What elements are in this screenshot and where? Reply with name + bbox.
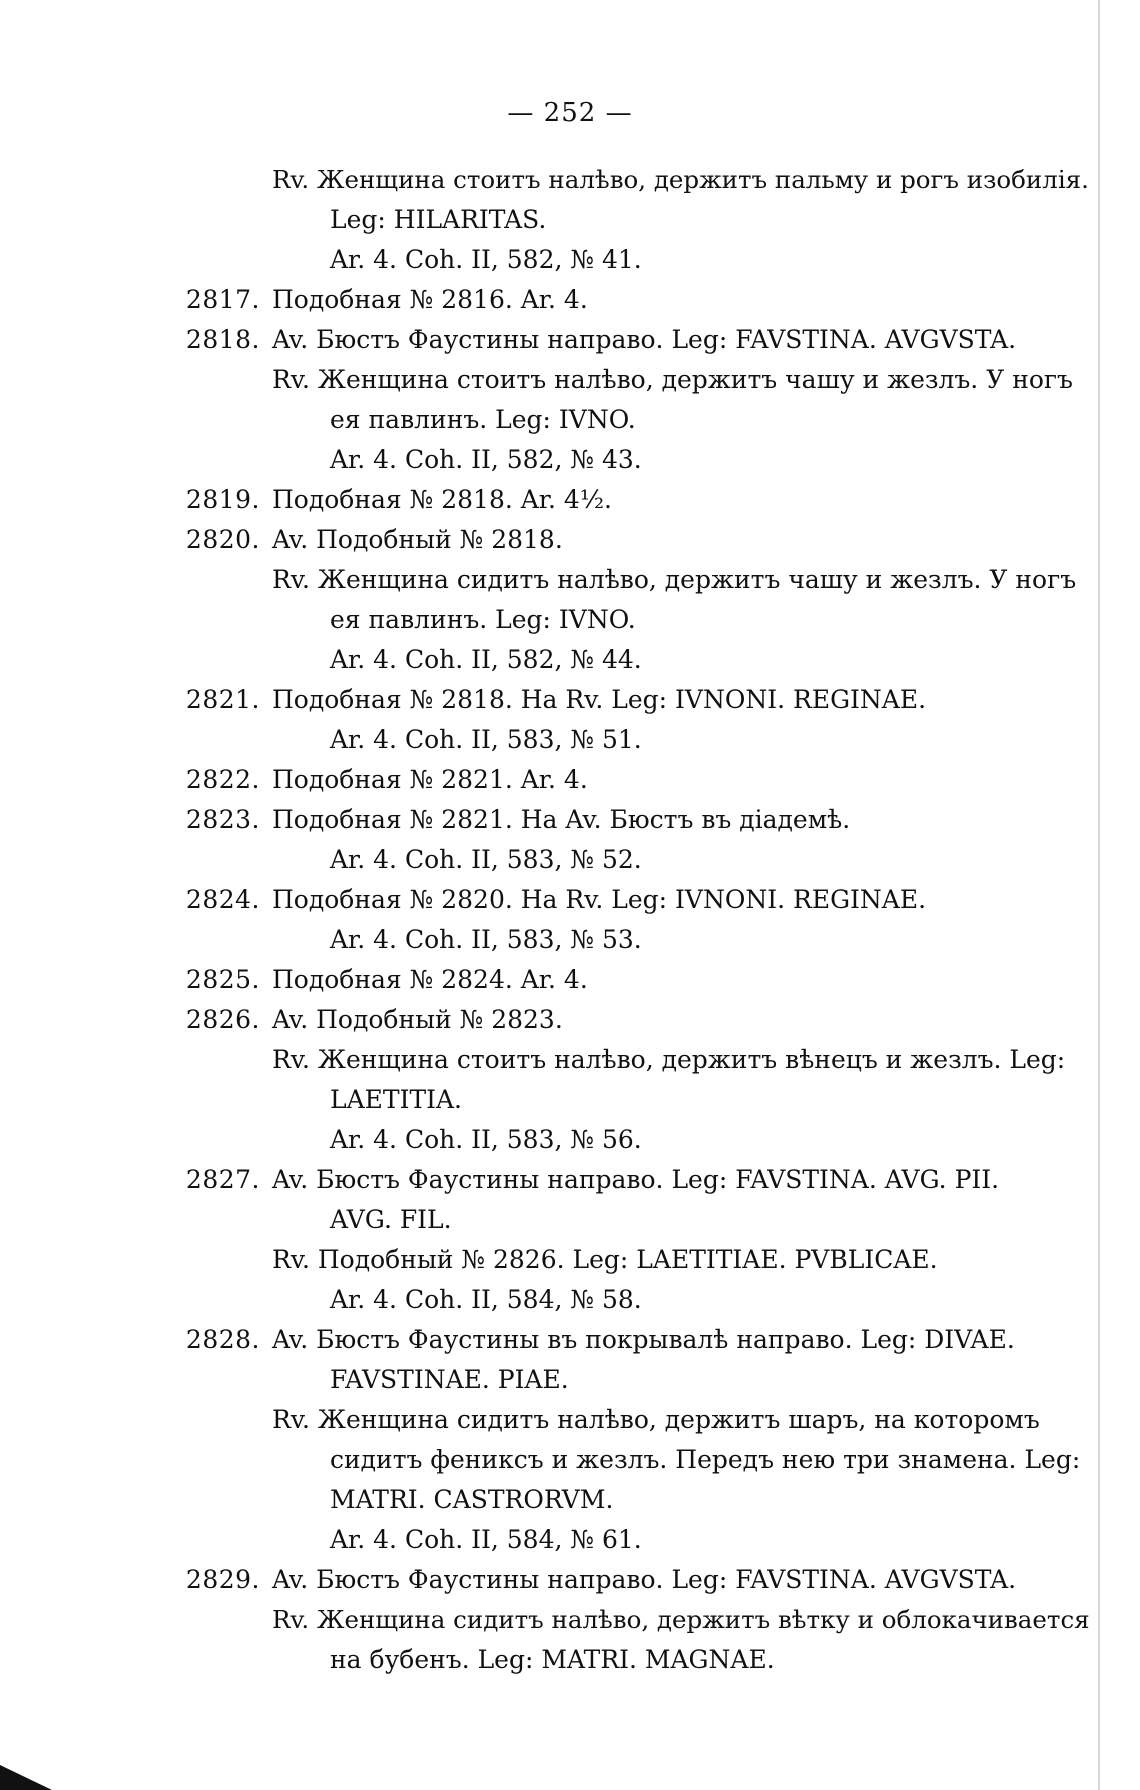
entry-text: Rv. Женщина сидитъ налѣво, держитъ шаръ, на которомъ bbox=[272, 1405, 1040, 1434]
entry-text: Av. Бюстъ Фаустины направо. Leg: FAVSTINA. AVG. PII. bbox=[272, 1165, 1000, 1194]
entry-text: Av. Подобный № 2818. bbox=[272, 525, 563, 554]
entry-text: Ar. 4. Coh. II, 583, № 56. bbox=[330, 1125, 642, 1154]
catalog-line bbox=[150, 200, 1095, 240]
entry-number: 2818. bbox=[185, 325, 260, 354]
catalog-line bbox=[150, 600, 1095, 640]
entry-text: Rv. Женщина стоитъ налѣво, держитъ чашу и жезлъ. У ногъ bbox=[272, 365, 1073, 394]
catalog-line bbox=[150, 560, 1095, 600]
entry-text: Rv. Женщина стоитъ налѣво, держитъ вѣнецъ и жезлъ. Leg: bbox=[272, 1045, 1066, 1074]
entry-text: Av. Бюстъ Фаустины направо. Leg: FAVSTINA. AVGVSTA. bbox=[272, 1565, 1017, 1594]
catalog-line bbox=[150, 920, 1095, 960]
catalog-line bbox=[150, 1640, 1095, 1680]
catalog-line bbox=[150, 640, 1095, 680]
catalog-line bbox=[150, 480, 1095, 520]
entry-text: Подобная № 2824. Ar. 4. bbox=[272, 965, 588, 994]
entry-text: Подобная № 2816. Ar. 4. bbox=[272, 285, 588, 314]
catalog-line bbox=[150, 520, 1095, 560]
entry-number: 2823. bbox=[185, 805, 260, 834]
catalog-line bbox=[150, 1200, 1095, 1240]
entry-number: 2828. bbox=[185, 1325, 260, 1354]
catalog-line bbox=[150, 400, 1095, 440]
catalog-line bbox=[150, 1040, 1095, 1080]
catalog-line bbox=[150, 840, 1095, 880]
catalog-line bbox=[150, 160, 1095, 200]
entry-text: Подобная № 2821. На Av. Бюстъ въ діадемѣ. bbox=[272, 805, 851, 834]
entry-text: Ar. 4. Coh. II, 582, № 44. bbox=[330, 645, 642, 674]
catalog-text bbox=[150, 160, 1095, 1680]
catalog-line bbox=[150, 1360, 1095, 1400]
catalog-line bbox=[150, 720, 1095, 760]
entry-text: Rv. Подобный № 2826. Leg: LAETITIAE. PVBLICAE. bbox=[272, 1245, 938, 1274]
entry-text: Ar. 4. Coh. II, 583, № 52. bbox=[330, 845, 642, 874]
entry-text: сидитъ фениксъ и жезлъ. Передъ нею три знамена. Leg: bbox=[330, 1445, 1081, 1474]
entry-text: Ar. 4. Coh. II, 584, № 61. bbox=[330, 1525, 642, 1554]
entry-text: Ar. 4. Coh. II, 583, № 51. bbox=[330, 725, 642, 754]
entry-text: Av. Подобный № 2823. bbox=[272, 1005, 563, 1034]
entry-number: 2827. bbox=[185, 1165, 260, 1194]
catalog-line bbox=[150, 1560, 1095, 1600]
catalog-line bbox=[150, 1000, 1095, 1040]
catalog-line bbox=[150, 320, 1095, 360]
catalog-line bbox=[150, 800, 1095, 840]
catalog-line bbox=[150, 360, 1095, 400]
entry-number: 2819. bbox=[185, 485, 260, 514]
entry-text: Av. Бюстъ Фаустины направо. Leg: FAVSTINA. AVGVSTA. bbox=[272, 325, 1017, 354]
page-number: — 252 — bbox=[507, 98, 633, 128]
catalog-line bbox=[150, 440, 1095, 480]
entry-text: ея павлинъ. Leg: IVNO. bbox=[330, 605, 636, 634]
catalog-line bbox=[150, 1240, 1095, 1280]
entry-text: MATRI. CASTRORVM. bbox=[330, 1485, 614, 1514]
corner-arrow-icon bbox=[0, 1765, 52, 1790]
entry-text: Ar. 4. Coh. II, 582, № 41. bbox=[330, 245, 642, 274]
catalog-line bbox=[150, 1320, 1095, 1360]
entry-text: AVG. FIL. bbox=[330, 1205, 452, 1234]
catalog-line bbox=[150, 680, 1095, 720]
entry-text: Rv. Женщина сидитъ налѣво, держитъ вѣтку и облокачивается bbox=[272, 1605, 1090, 1634]
entry-number: 2824. bbox=[185, 885, 260, 914]
catalog-line bbox=[150, 1160, 1095, 1200]
entry-text: Av. Бюстъ Фаустины въ покрывалѣ направо. Leg: DIVAE. bbox=[272, 1325, 1015, 1354]
catalog-line bbox=[150, 1480, 1095, 1520]
catalog-line bbox=[150, 1600, 1095, 1640]
entry-text: Ar. 4. Coh. II, 582, № 43. bbox=[330, 445, 642, 474]
catalog-line bbox=[150, 1400, 1095, 1440]
entry-number: 2826. bbox=[185, 1005, 260, 1034]
entry-text: Подобная № 2818. На Rv. Leg: IVNONI. REGINAE. bbox=[272, 685, 927, 714]
entry-text: на бубенъ. Leg: MATRI. MAGNAE. bbox=[330, 1645, 775, 1674]
catalog-line bbox=[150, 1120, 1095, 1160]
entry-number: 2829. bbox=[185, 1565, 260, 1594]
entry-text: Rv. Женщина сидитъ налѣво, держитъ чашу и жезлъ. У ногъ bbox=[272, 565, 1077, 594]
catalog-line bbox=[150, 240, 1095, 280]
entry-number: 2821. bbox=[185, 685, 260, 714]
catalog-line bbox=[150, 960, 1095, 1000]
entry-number: 2825. bbox=[185, 965, 260, 994]
entry-text: FAVSTINAE. PIAE. bbox=[330, 1365, 569, 1394]
catalog-line bbox=[150, 280, 1095, 320]
catalog-line bbox=[150, 880, 1095, 920]
entry-text: Leg: HILARITAS. bbox=[330, 205, 547, 234]
catalog-line bbox=[150, 1080, 1095, 1120]
entry-text: Rv. Женщина стоитъ налѣво, держитъ пальму и рогъ изобилія. bbox=[272, 165, 1089, 194]
entry-number: 2822. bbox=[185, 765, 260, 794]
entry-text: Ar. 4. Coh. II, 584, № 58. bbox=[330, 1285, 642, 1314]
entry-text: Подобная № 2821. Ar. 4. bbox=[272, 765, 588, 794]
catalog-line bbox=[150, 1440, 1095, 1480]
page-edge-line bbox=[1098, 0, 1100, 1790]
entry-text: Подобная № 2820. На Rv. Leg: IVNONI. REGINAE. bbox=[272, 885, 927, 914]
entry-number: 2817. bbox=[185, 285, 260, 314]
catalog-line bbox=[150, 1520, 1095, 1560]
catalog-line bbox=[150, 760, 1095, 800]
entry-text: ея павлинъ. Leg: IVNO. bbox=[330, 405, 636, 434]
entry-number: 2820. bbox=[185, 525, 260, 554]
entry-text: Подобная № 2818. Ar. 4½. bbox=[272, 485, 612, 514]
catalog-line bbox=[150, 1280, 1095, 1320]
entry-text: LAETITIA. bbox=[330, 1085, 463, 1114]
entry-text: Ar. 4. Coh. II, 583, № 53. bbox=[330, 925, 642, 954]
